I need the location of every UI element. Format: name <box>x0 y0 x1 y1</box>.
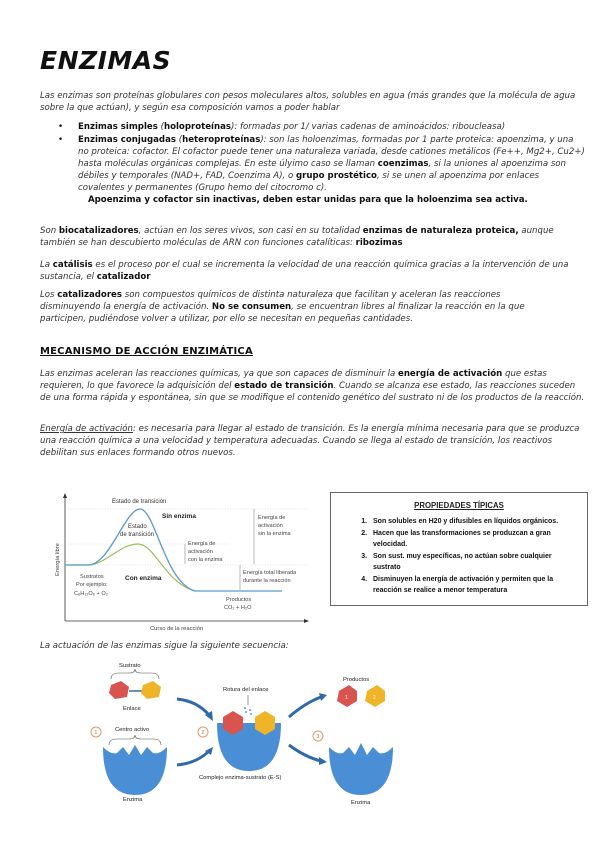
label-ea-con-3: con la enzima <box>188 557 223 563</box>
label-ea-con-1: Energía de <box>188 541 216 547</box>
term-coenzimas: coenzimas <box>377 159 429 169</box>
property-item: 3. Son sust. muy específicas, no actúan sobre cualquier sustrato <box>369 551 581 574</box>
text: , se encuentran libres al finalizar la reacción en la que participen, pudiéndose volver a utilizar, por ello se necesitan en pequeñas cantidades. <box>40 302 525 324</box>
label-estado: Estado <box>128 524 147 530</box>
paren: ( <box>157 122 164 132</box>
label-sin-enzima: Sin enzima <box>162 513 196 520</box>
apoenzyme-note: Apoenzima y cofactor sin inactivas, deben estar unidas para que la holoenzima sea activa. <box>88 195 528 205</box>
label-products-formula: CO₂ + H₂O <box>224 605 252 611</box>
label-total-1: Energía total liberada <box>243 570 297 576</box>
label-con-enzima: Con enzima <box>125 575 162 582</box>
properties-box <box>330 492 588 606</box>
list-item-simple-enzymes <box>58 121 586 133</box>
paren: ( <box>176 135 183 145</box>
list-item-conjugated-enzymes <box>58 134 586 194</box>
label-ea-sin-3: sin la enzima <box>258 531 291 537</box>
page-title: ENZIMAS <box>40 46 172 75</box>
energy-chart-svg <box>50 488 322 634</box>
property-item: 2. Hacen que las transformaciones se produzcan a gran velocidad. <box>369 528 581 551</box>
sequence-diagram-svg <box>85 655 425 815</box>
x-axis-arrow-icon <box>304 619 309 623</box>
properties-title: PROPIEDADES TÍPICAS <box>414 501 504 510</box>
conjugated-text-1: ): son las holoenzimas, formadas por 1 parte proteica: apoenzima, y una no proteica: cofactor. El cofactor puede tener una naturaleza variada, desde cationes metálicos (Fe++, Mg2+, Cu2+) hasta moléculas orgánicas complejas. En este úlyimo caso se llaman <box>78 135 585 169</box>
text: Son <box>40 226 59 236</box>
label-estado-transicion-top: Estado de transición <box>112 499 167 505</box>
text: son compuestos químicos de distinta naturaleza que facilitan y aceleran las reacciones disminuyendo la energía de activación. <box>40 290 501 312</box>
centro-activo-brace <box>109 735 161 745</box>
term-biocatalizadores: biocatalizadores <box>58 226 139 236</box>
enzyme-released-icon <box>329 743 393 795</box>
sequence-intro: La actuación de las enzimas sigue la siguiente secuencia: <box>40 641 289 651</box>
label-productos: Productos <box>226 597 252 603</box>
term-enzimas-conjugadas: Enzimas conjugadas <box>78 135 176 145</box>
enzyme-icon <box>103 745 167 795</box>
label-sustrato: Sustrato <box>119 663 141 669</box>
term-estado-transicion: estado de transición <box>234 381 334 391</box>
sustrato-brace <box>111 669 159 679</box>
text: aunque también se han descubierto moléculas de ARN con funciones catalíticas: <box>40 226 554 248</box>
term-energia-activacion: energía de activación <box>397 369 503 379</box>
property-item: 4. Disminuyen la energía de activación y permiten que la reacción se realice a menor temperatura <box>369 574 581 597</box>
conjugated-text-2: , si la uniones al apoenzima son débiles y temporales (NAD+, FAD, Coenzima A), o <box>78 159 567 181</box>
label-enzima-1: Enzima <box>123 797 143 803</box>
arrow-icon <box>177 699 209 715</box>
term-catalizadores: catalizadores <box>57 290 122 300</box>
catalysts-paragraph <box>40 289 530 325</box>
x-axis-label: Curso de la reacción <box>150 626 204 632</box>
bullet-icon: • <box>58 135 64 145</box>
property-item: 1. Son solubles en H20 y difusibles en líquidos orgánicos. <box>369 516 581 528</box>
term-grupo-prostetico: grupo prostético <box>296 171 377 181</box>
label-ea-sin-1: Energía de <box>258 515 286 521</box>
label-productos: Productos <box>343 677 370 683</box>
term-catalisis: catálisis <box>52 260 93 270</box>
term-holoproteinas: holoproteínas <box>163 122 232 132</box>
term-no-se-consumen: No se consumen <box>211 302 292 312</box>
properties-list <box>331 516 587 597</box>
red-substrate-icon <box>109 681 129 699</box>
label-ea-con-2: activación <box>188 549 213 555</box>
catalysis-paragraph <box>40 259 592 283</box>
arrow-icon <box>177 751 209 765</box>
text: La <box>40 260 53 270</box>
label-total-2: durante la reacción <box>243 578 291 584</box>
label-por-ejemplo: Por ejemplo: <box>76 582 108 588</box>
activation-energy-paragraph <box>40 423 585 459</box>
enzyme-sequence-diagram <box>85 655 425 815</box>
bullet-icon: • <box>58 122 64 132</box>
yellow-substrate-icon <box>141 681 161 699</box>
text: Las enzimas aceleran las reacciones químicas, ya que son capaces de disminuir la <box>40 369 398 379</box>
biocatalysts-paragraph <box>40 225 580 249</box>
step-1-number: 1 <box>94 730 98 736</box>
label-glucose-formula: C₆H₁₂O₆ + O₂ <box>74 591 108 597</box>
label-centro-activo: Centro activo <box>115 727 150 733</box>
label-enlace: Enlace <box>123 706 141 712</box>
term-heteroproteinas: heteroproteínas <box>182 135 261 145</box>
mechanism-paragraph <box>40 368 585 404</box>
conjugated-text-3: , si se unen al apoenzima por enlaces covalentes y permanentes (Grupo hemo del citocromo c). <box>78 171 540 193</box>
label-sustratos: Sustratos <box>80 574 104 580</box>
text: Los <box>40 290 58 300</box>
term-catalizador: catalizador <box>96 272 151 282</box>
y-axis-label: Energía libre <box>55 543 61 576</box>
label-rotura-enlace: Rotura del enlace <box>223 687 269 693</box>
section-heading: MECANISMO DE ACCIÓN ENZIMÁTICA <box>40 346 253 357</box>
product-2-number: 2 <box>373 695 376 701</box>
arrow-icon <box>289 745 321 761</box>
intro-paragraph: Las enzimas son proteínas globulares con pesos moleculares altos, solubles en agua (más grandes que la molécula de agua sobre la que actúan), y según esa composición vamos a poder hablar <box>40 91 576 113</box>
label-de-transicion: de transición <box>120 532 155 538</box>
term-naturaleza-proteica: enzimas de naturaleza proteica, <box>362 226 519 236</box>
text: . Cuando se alcanza ese estado, las reacciones suceden de una forma rápida y espontánea, sin que se modifique el contenido genético del sustrato ni de los productos de la reacción. <box>40 381 585 403</box>
term-ribozimas: ribozimas <box>355 238 403 248</box>
arrow-icon <box>289 697 321 717</box>
y-axis-arrow-icon <box>63 493 67 498</box>
step-3-number: 3 <box>316 734 320 740</box>
text: es el proceso por el cual se incrementa la velocidad de una reacción química gracias a la intervención de una sustancia, el <box>40 260 569 282</box>
step-2-number: 2 <box>201 730 205 736</box>
text: que estas requieren, lo que favorece la adquisición del <box>40 369 547 391</box>
text: : es necesaria para llegar al estado de transición. Es la energía mínima necesaria para que se produzca una reacción química a una velocidad y temperatura adecuadas. Cuando se llega al estado de transición, los reactivos debilitan sus enlaces formando otros nuevos. <box>40 424 580 458</box>
term-energia-activacion-underlined: Energía de activación <box>40 424 133 434</box>
text: , actúan en los seres vivos, son casi en su totalidad <box>138 226 363 236</box>
simple-enzymes-text: ): formadas por 1/ varias cadenas de aminoácidos: riboucleasa) <box>231 122 506 132</box>
label-ea-sin-2: activación <box>258 523 283 529</box>
label-complejo: Complejo enzima-sustrato (E-S) <box>199 775 282 781</box>
energy-profile-chart <box>50 488 322 634</box>
enzyme-types-list <box>58 121 586 206</box>
product-1-number: 1 <box>345 695 348 701</box>
label-enzima-2: Enzima <box>351 800 371 806</box>
term-enzimas-simples: Enzimas simples <box>78 122 158 132</box>
